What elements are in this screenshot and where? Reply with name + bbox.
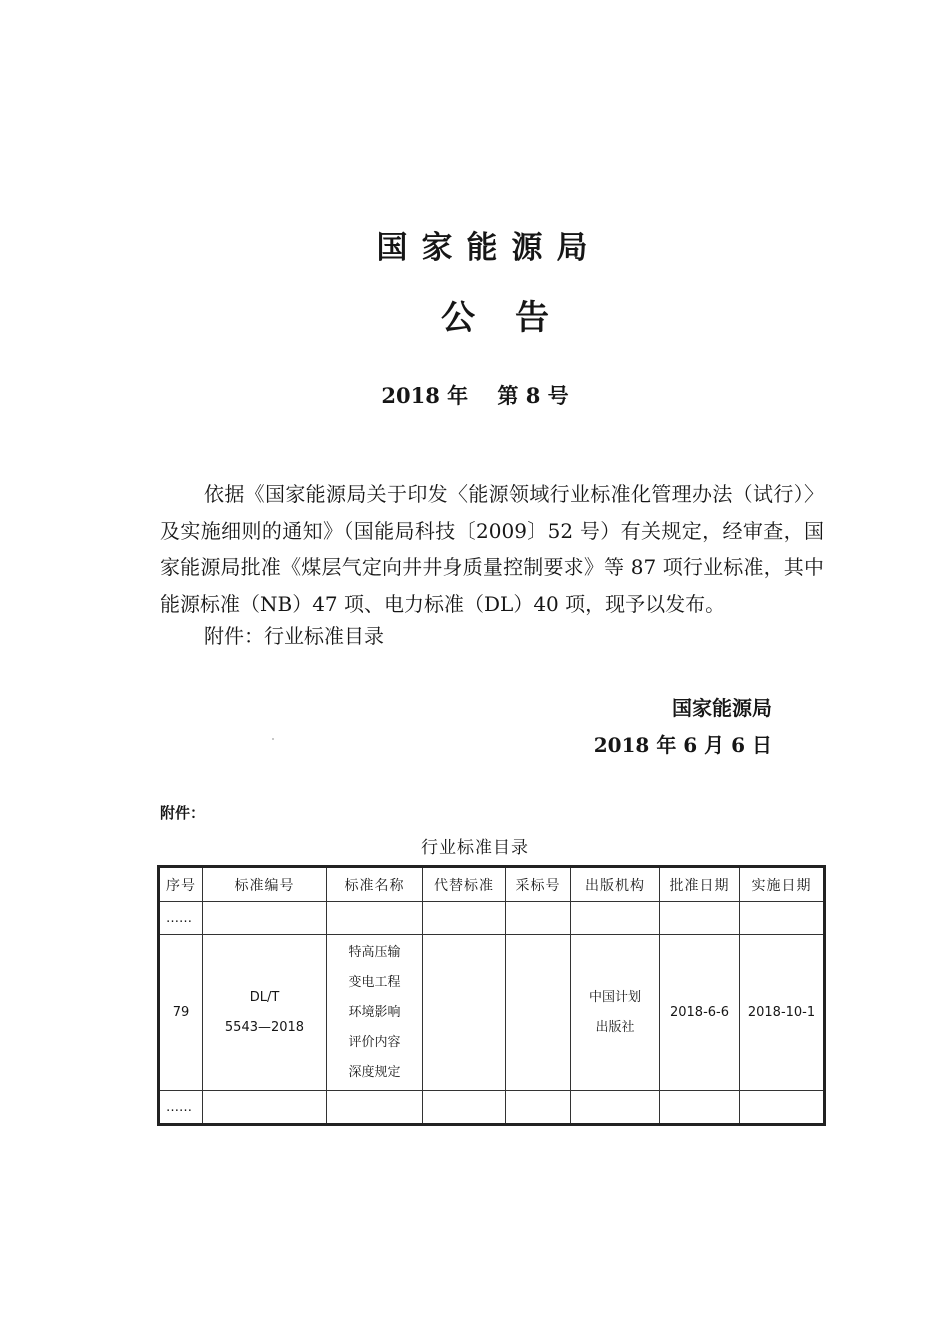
org-title: 国家能源局 — [376, 230, 602, 266]
ellipsis-cell: …… — [159, 1091, 203, 1125]
attachment-reference: 附件：行业标准目录 — [204, 624, 384, 648]
row-approve-date: 2018-6-6 — [660, 935, 740, 1091]
col-header-publisher: 出版机构 — [571, 867, 660, 902]
scan-speck — [272, 738, 274, 740]
table-header-row — [159, 867, 825, 902]
col-header-replaces: 代替标准 — [423, 867, 506, 902]
col-header-effective-date: 实施日期 — [740, 867, 825, 902]
ellipsis-cell: …… — [159, 902, 203, 935]
table-row — [159, 935, 825, 1091]
col-header-adopted-no: 采标号 — [506, 867, 571, 902]
attachment-label: 附件： — [160, 804, 206, 822]
col-header-no: 序号 — [159, 867, 203, 902]
row-std-name: 特高压输 变电工程 环境影响 评价内容 深度规定 — [327, 935, 423, 1091]
signature-org: 国家能源局 — [672, 696, 772, 720]
notice-title: 公告 — [441, 298, 589, 338]
issue-number: 2018 年 第 8 号 — [381, 383, 569, 408]
row-publisher: 中国计划 出版社 — [571, 935, 660, 1091]
row-no: 79 — [159, 935, 203, 1091]
col-header-std-code: 标准编号 — [203, 867, 327, 902]
col-header-approve-date: 批准日期 — [660, 867, 740, 902]
table-title: 行业标准目录 — [421, 838, 529, 858]
body-paragraph: 依据《国家能源局关于印发〈能源领域行业标准化管理办法（试行）〉及实施细则的通知》（国能局科技〔2009〕52 号）有关规定，经审查，国家能源局批准《煤层气定向井井身质量控制要求》等 87 项行业标准，其中能源标准（NB）47 项、电力标准（DL）40 项，现予以发布。 — [160, 482, 824, 617]
col-header-std-name: 标准名称 — [327, 867, 423, 902]
table-row-ellipsis-top — [159, 902, 825, 935]
standards-table — [157, 865, 826, 1126]
row-std-code: DL/T 5543—2018 — [203, 935, 327, 1091]
row-adopted-no — [506, 935, 571, 1091]
row-replaces — [423, 935, 506, 1091]
row-effective-date: 2018-10-1 — [740, 935, 825, 1091]
signature-date: 2018 年 6 月 6 日 — [593, 733, 772, 757]
table-row-ellipsis-bottom — [159, 1091, 825, 1125]
